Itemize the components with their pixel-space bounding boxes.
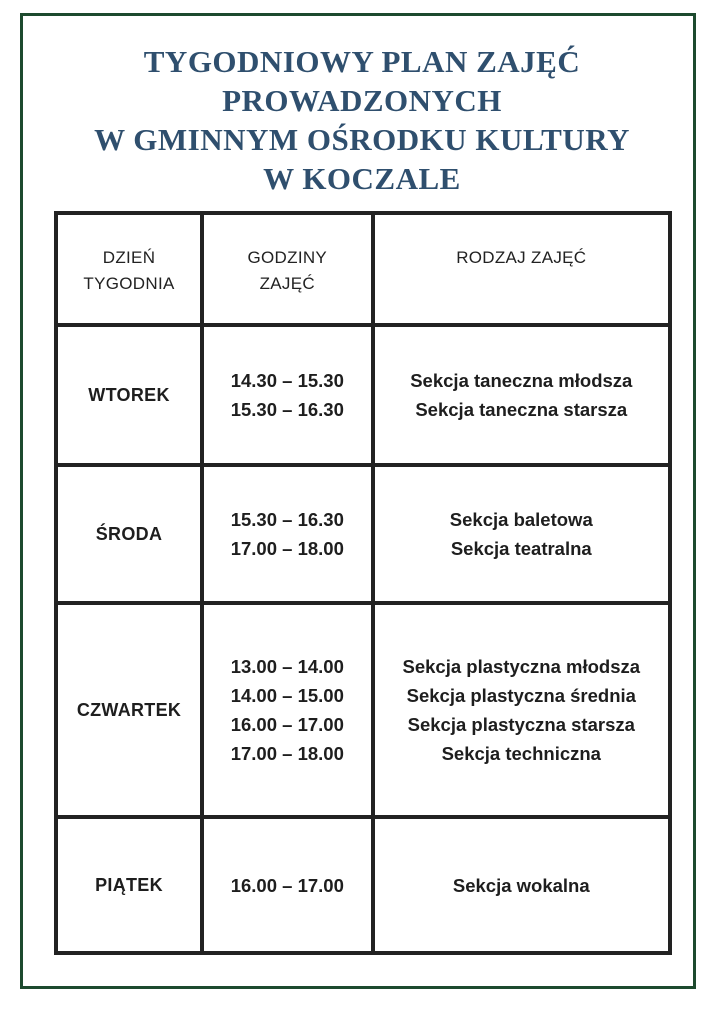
header-day-line2: TYGODNIA — [83, 274, 175, 293]
hours-line: 16.00 – 17.00 — [230, 714, 344, 735]
day-cell: CZWARTEK — [56, 603, 202, 817]
day-cell: ŚRODA — [56, 465, 202, 603]
type-cell — [373, 603, 670, 817]
header-day-line1: DZIEŃ — [102, 248, 156, 267]
hours-cell — [202, 817, 373, 953]
type-line: Sekcja baletowa — [449, 509, 593, 530]
hours-line: 15.30 – 16.30 — [230, 509, 344, 530]
type-line: Sekcja plastyczna średnia — [406, 685, 636, 706]
page-title — [0, 42, 724, 198]
table-row — [56, 325, 670, 465]
hours-line: 16.00 – 17.00 — [230, 874, 344, 896]
day-cell: PIĄTEK — [56, 817, 202, 953]
type-line: Sekcja teatralna — [450, 538, 592, 559]
header-hours-line2: ZAJĘĆ — [259, 274, 315, 293]
type-line: Sekcja taneczna młodsza — [410, 370, 633, 391]
hours-line: 14.30 – 15.30 — [230, 370, 344, 391]
header-hours-line1: GODZINY — [247, 248, 328, 267]
type-line: Sekcja plastyczna starsza — [407, 714, 635, 735]
type-line: Sekcja taneczna starsza — [415, 399, 628, 420]
type-cell — [373, 325, 670, 465]
hours-cell — [202, 603, 373, 817]
hours-line: 15.30 – 16.30 — [230, 399, 344, 420]
title-line-3: W GMINNYM OŚRODKU KULTURY — [94, 122, 630, 157]
table-row — [56, 603, 670, 817]
hours-cell — [202, 465, 373, 603]
header-type — [373, 213, 670, 325]
hours-line: 14.00 – 15.00 — [230, 685, 344, 706]
header-day — [56, 213, 202, 325]
hours-line: 17.00 – 18.00 — [230, 538, 344, 559]
type-line: Sekcja techniczna — [441, 743, 601, 764]
title-line-1: TYGODNIOWY PLAN ZAJĘĆ — [143, 44, 581, 79]
type-cell — [373, 465, 670, 603]
title-line-4: W KOCZALE — [263, 161, 461, 196]
hours-line: 13.00 – 14.00 — [230, 656, 344, 677]
table-row — [56, 465, 670, 603]
table-row — [56, 817, 670, 953]
schedule-table — [54, 211, 672, 955]
type-line: Sekcja wokalna — [452, 874, 590, 896]
header-type-line1: RODZAJ ZAJĘĆ — [456, 248, 587, 267]
title-line-2: PROWADZONYCH — [222, 83, 502, 118]
header-hours — [202, 213, 373, 325]
hours-cell — [202, 325, 373, 465]
table-header-row — [56, 213, 670, 325]
type-cell — [373, 817, 670, 953]
day-cell: WTOREK — [56, 325, 202, 465]
type-line: Sekcja plastyczna młodsza — [402, 656, 641, 677]
hours-line: 17.00 – 18.00 — [230, 743, 344, 764]
